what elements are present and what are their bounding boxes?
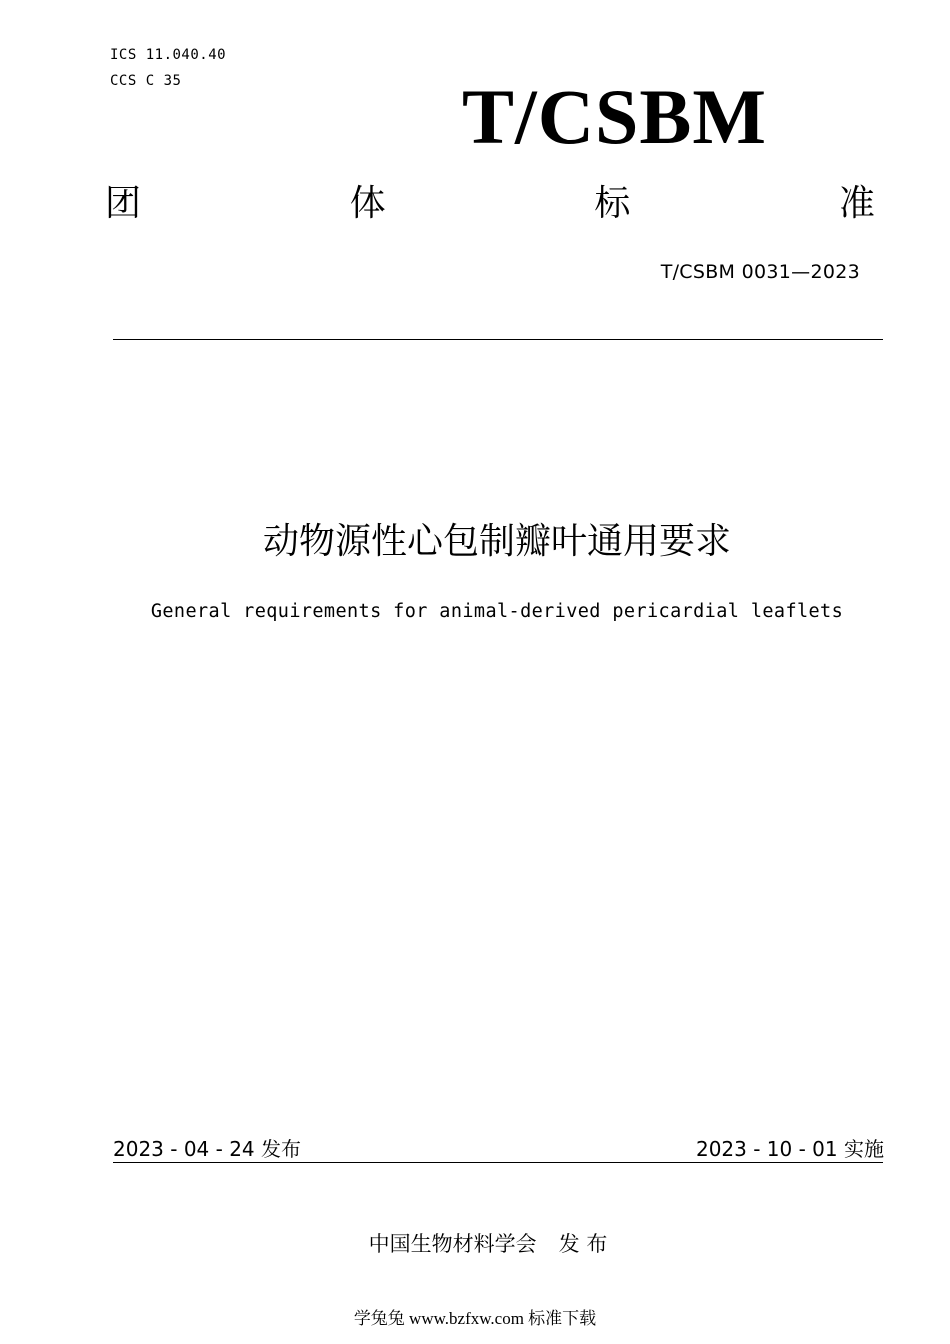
group-standard-char: 体: [349, 183, 386, 224]
publisher-action: 发 布: [558, 1232, 608, 1256]
implement-date: 2023 - 10 - 01 实施: [695, 1137, 884, 1161]
download-watermark: 学兔兔 www.bzfxw.com 标准下载: [353, 1309, 597, 1328]
publisher-name: 中国生物材料学会: [368, 1232, 537, 1256]
header-divider: [113, 339, 883, 340]
footer-divider: [113, 1162, 883, 1163]
group-standard-char: 准: [838, 183, 875, 224]
ics-code: ICS 11.040.40: [110, 47, 227, 63]
title-english: General requirements for animal-derived pericardial leaflets: [150, 601, 844, 622]
standard-number: T/CSBM 0031—2023: [660, 261, 860, 283]
group-standard-heading: [105, 183, 875, 224]
publish-date: 2023 - 04 - 24 发布: [113, 1137, 302, 1161]
group-standard-char: 团: [105, 183, 142, 224]
publisher-line: [0, 1228, 950, 1258]
group-standard-char: 标: [594, 183, 631, 224]
title-chinese: 动物源性心包制瓣叶通用要求: [262, 521, 731, 562]
standard-logo: T/CSBM: [462, 73, 768, 160]
ccs-code: CCS C 35: [110, 73, 182, 89]
